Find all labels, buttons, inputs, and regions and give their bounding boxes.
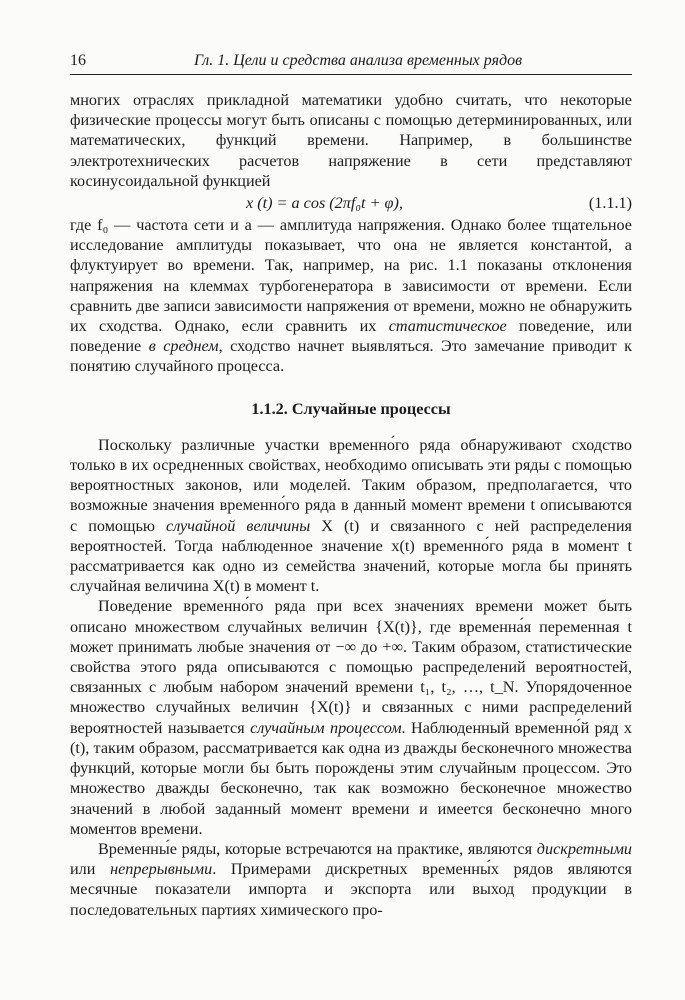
text-run: где f₀ — частота сети и a — амплитуда напряжения. Однако более тщательное исследование амплитуды показывает, что она не является константой, а флуктуирует во времени. Так, например, на рис. 1.1 показаны отклонения напряжения на клеммах турбогенератора в зависимости от времени. Если сравнить две записи зависимости напряжения от времени, можно не обнаружить их сходства. Однако, если сравнить их <box>70 216 632 336</box>
text-run: . Наблюденный временно́й ряд x (t), таким образом, рассматривается как одна из дважды бесконечного множества функций, которые могли бы быть порождены этим случайным процессом. Это множество дважды бесконечно, так как возможно бесконечное множество значений в любой заданный момент времени и имеется бесконечно много моментов времени. <box>70 718 632 838</box>
emphasis-on-average: в среднем <box>148 337 219 356</box>
text-run: , сходство начнет выявляться. Это замечание приводит к понятию случайного процесса. <box>70 337 632 376</box>
section-heading: 1.1.2. Случайные процессы <box>251 399 451 418</box>
formula-number: (1.1.1) <box>588 194 632 213</box>
emphasis-continuous: непрерывными <box>110 860 213 879</box>
paragraph-1: многих отраслях прикладной математики удобно считать, что некоторые физические процессы могут быть описаны с помощью детерминированных, или математических, функций времени. Например, в большинстве электротехнических расчетов напряжение в сети представляют косинусоидальной функцией <box>70 91 632 190</box>
formula-1-1-1 <box>70 193 632 215</box>
running-title: Гл. 1. Цели и средства анализа временных рядов <box>194 52 523 69</box>
page-body <box>70 90 632 920</box>
emphasis-statistical: статистическое <box>388 317 507 336</box>
text-run: Поведение временно́го ряда при всех значениях времени может быть описано множеством случайных величин {X(t)}, где временна́я переменная t может принимать любые значения от −∞ до +∞. Таким образом, статистические свойства этого ряда описываются с помощью распределений вероятностей, связанных с любым набором значений времени t₁, t₂, …, t_N. Упорядоченное множество случайных величин {X(t)} и связанных с ними распределений вероятностей называется <box>70 597 632 737</box>
paragraph-5 <box>70 839 632 920</box>
emphasis-random-variable: случайной величины <box>166 516 311 535</box>
paragraph-2 <box>70 215 632 377</box>
emphasis-random-process: случайным процессом <box>250 718 402 737</box>
paragraph-3 <box>70 435 632 597</box>
page-number: 16 <box>70 52 86 69</box>
text-run: Поскольку различные участки временно́го ряда обнаруживают сходство только в их осредненных свойствах, необходимо описывать эти ряды с помощью вероятностных законов, или моделей. Таким образом, предполагается, что возможные значения временно́го ряда в данный момент времени t описываются с помощью <box>70 435 632 535</box>
page-header <box>70 48 632 75</box>
paragraph-4 <box>70 596 632 838</box>
emphasis-discrete: дискретными <box>536 839 632 858</box>
text-run: или <box>70 860 111 879</box>
text-run: . Примерами дискретных временны́х рядов являются месячные показатели импорта и экспорта или выход продукции в последовательных партиях химического про- <box>70 860 632 919</box>
text-run: X (t) и связанного с ней распределения вероятностей. Тогда наблюденное значение x(t) временно́го ряда в момент t рассматривается как одно из семейства значений, которые могла бы принять случайная величина X(t) в момент t. <box>70 516 632 596</box>
text-run: поведение, или поведение <box>70 317 632 356</box>
text-run: Временны́е ряды, которые встречаются на практике, являются <box>98 839 537 858</box>
formula-expression: x (t) = a cos (2πf₀t + φ), <box>246 194 403 213</box>
